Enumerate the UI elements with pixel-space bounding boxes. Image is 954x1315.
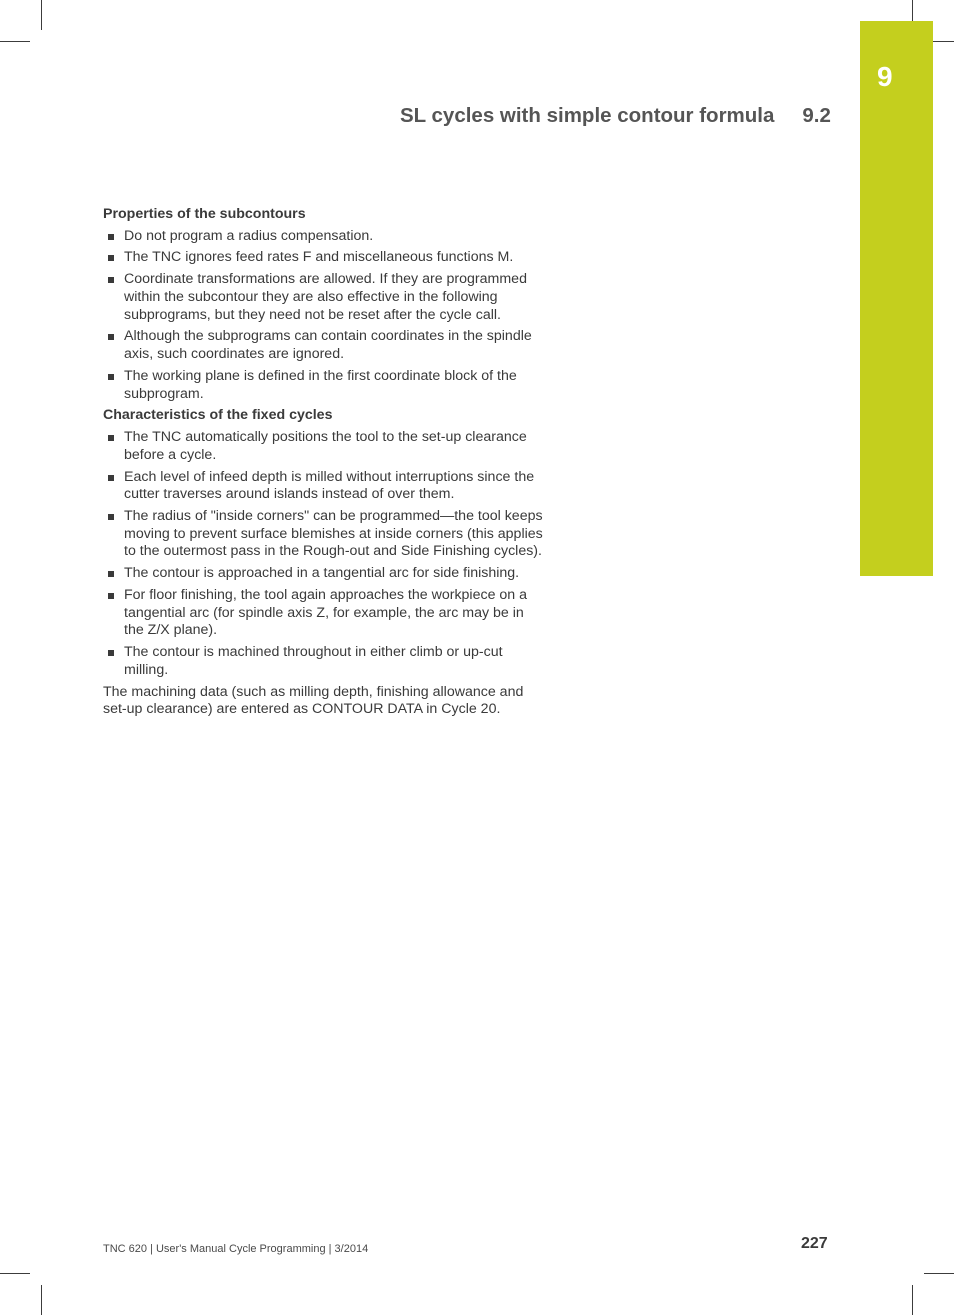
list-item-text: The radius of "inside corners" can be programmed—the tool keeps moving to prevent surface blemishes at inside corners (this applies to the outermost pass in the Rough-out and Side Finishing cycles). bbox=[124, 507, 543, 560]
footer-text: TNC 620 | User's Manual Cycle Programming | 3/2014 bbox=[103, 1243, 369, 1255]
crop-mark bbox=[0, 41, 30, 42]
bullet-list bbox=[103, 429, 545, 679]
list-item bbox=[103, 644, 545, 679]
list-item-text: For floor finishing, the tool again approaches the workpiece on a tangential arc (for spindle axis Z, for example, the arc may be in the Z/X plane). bbox=[124, 586, 528, 639]
list-item-text: Each level of infeed depth is milled without interruptions since the cutter traverses around islands instead of over them. bbox=[124, 468, 535, 503]
list-item bbox=[103, 368, 545, 403]
square-bullet-icon bbox=[108, 571, 114, 577]
list-item-text: The contour is approached in a tangential arc for side finishing. bbox=[124, 565, 520, 582]
list-item-text: The TNC ignores feed rates F and miscellaneous functions M. bbox=[124, 249, 514, 266]
list-item bbox=[103, 429, 545, 464]
list-item bbox=[103, 271, 545, 324]
list-item-text: The contour is machined throughout in either climb or up-cut milling. bbox=[124, 644, 503, 678]
list-item bbox=[103, 249, 545, 267]
chapter-tab bbox=[860, 21, 933, 576]
list-item bbox=[103, 587, 545, 640]
header-title: SL cycles with simple contour formula bbox=[400, 104, 775, 127]
crop-mark bbox=[924, 1273, 954, 1274]
square-bullet-icon bbox=[108, 593, 114, 599]
section-heading: Characteristics of the fixed cycles bbox=[103, 407, 333, 424]
list-item-text: Although the subprograms can contain coordinates in the spindle axis, such coordinates are ignored. bbox=[124, 328, 532, 363]
square-bullet-icon bbox=[108, 475, 114, 481]
crop-mark bbox=[0, 1273, 30, 1274]
closing-paragraph: The machining data (such as milling depth, finishing allowance and set-up clearance) are entered as CONTOUR DATA in Cycle 20. bbox=[103, 683, 524, 718]
crop-mark bbox=[41, 1285, 42, 1315]
square-bullet-icon bbox=[108, 514, 114, 520]
running-header bbox=[400, 103, 831, 129]
list-item-text: Coordinate transformations are allowed. If they are programmed within the subcontour they are also effective in the following subprograms, but they need not be reset after the cycle call. bbox=[124, 271, 527, 323]
square-bullet-icon bbox=[108, 374, 114, 380]
square-bullet-icon bbox=[108, 650, 114, 656]
square-bullet-icon bbox=[108, 334, 114, 340]
header-section-number: 9.2 bbox=[802, 104, 831, 127]
chapter-number: 9 bbox=[877, 61, 893, 92]
square-bullet-icon bbox=[108, 255, 114, 261]
crop-mark bbox=[912, 1285, 913, 1315]
crop-mark bbox=[41, 0, 42, 30]
list-item bbox=[103, 228, 545, 246]
list-item bbox=[103, 328, 545, 363]
list-item bbox=[103, 508, 545, 561]
list-item bbox=[103, 565, 545, 583]
square-bullet-icon bbox=[108, 435, 114, 441]
bullet-list bbox=[103, 228, 545, 404]
list-item bbox=[103, 469, 545, 504]
page-number: 227 bbox=[801, 1235, 828, 1252]
square-bullet-icon bbox=[108, 234, 114, 240]
section-heading: Properties of the subcontours bbox=[103, 206, 306, 222]
page-content bbox=[103, 206, 545, 719]
list-item-text: The working plane is defined in the first coordinate block of the subprogram. bbox=[124, 367, 517, 402]
square-bullet-icon bbox=[108, 277, 114, 283]
list-item-text: The TNC automatically positions the tool to the set-up clearance before a cycle. bbox=[124, 429, 527, 463]
list-item-text: Do not program a radius compensation. bbox=[124, 227, 374, 244]
